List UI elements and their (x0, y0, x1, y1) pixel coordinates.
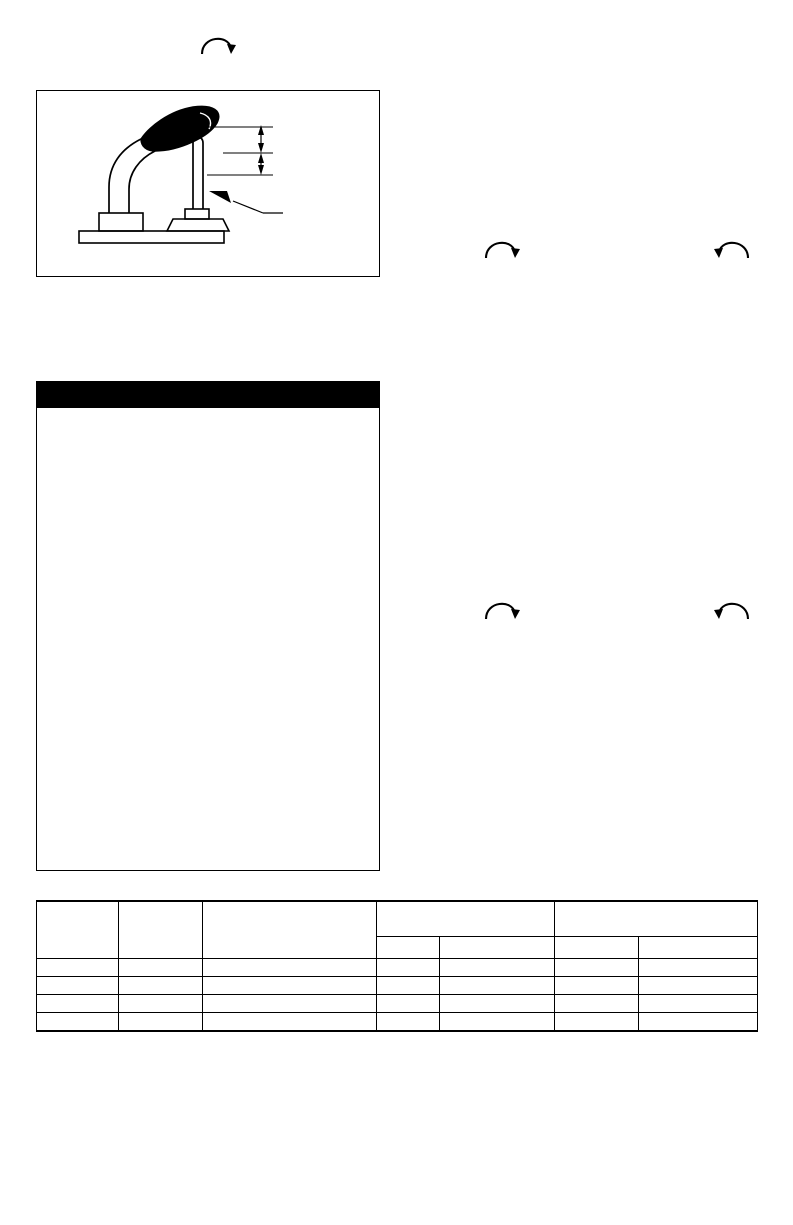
header-cell-5 (555, 937, 639, 959)
rotation-arrow-low-right (712, 593, 746, 623)
cell (555, 977, 639, 995)
note-panel-body (37, 408, 379, 870)
table-row (37, 959, 758, 977)
cell (37, 959, 119, 977)
cell (203, 959, 377, 977)
cell (203, 977, 377, 995)
cell (119, 959, 203, 977)
cell (377, 959, 440, 977)
header-cell-1 (119, 901, 203, 959)
cell (555, 1013, 639, 1032)
table-row (37, 977, 758, 995)
cell (203, 995, 377, 1013)
cell (639, 959, 758, 977)
cell (119, 995, 203, 1013)
cell (203, 1013, 377, 1032)
header-group-a (377, 901, 555, 937)
cell (639, 1013, 758, 1032)
cell (37, 1013, 119, 1032)
cell (440, 977, 555, 995)
welding-torch-illustration (37, 91, 378, 275)
cell (377, 977, 440, 995)
header-cell-6 (639, 937, 758, 959)
header-cell-3 (377, 937, 440, 959)
rotation-arrow-mid-left (482, 232, 516, 262)
specification-table (36, 900, 758, 1032)
table-row (37, 1013, 758, 1032)
rotation-arrow-low-left (482, 593, 516, 623)
cell (555, 995, 639, 1013)
table-row (37, 995, 758, 1013)
rotation-arrow-mid-right (712, 232, 746, 262)
note-panel-header (37, 382, 379, 408)
header-cell-4 (440, 937, 555, 959)
figure-welding-torch (36, 90, 380, 277)
cell (440, 959, 555, 977)
cell (37, 977, 119, 995)
cell (440, 995, 555, 1013)
header-group-b (555, 901, 758, 937)
cell (377, 995, 440, 1013)
cell (377, 1013, 440, 1032)
cell (555, 959, 639, 977)
cell (119, 1013, 203, 1032)
note-panel (36, 381, 380, 871)
header-cell-0 (37, 901, 119, 959)
cell (639, 995, 758, 1013)
rotation-arrow-top-left (198, 28, 232, 58)
cell (440, 1013, 555, 1032)
table-header-row-1 (37, 901, 758, 937)
header-cell-2 (203, 901, 377, 959)
cell (37, 995, 119, 1013)
cell (119, 977, 203, 995)
cell (639, 977, 758, 995)
